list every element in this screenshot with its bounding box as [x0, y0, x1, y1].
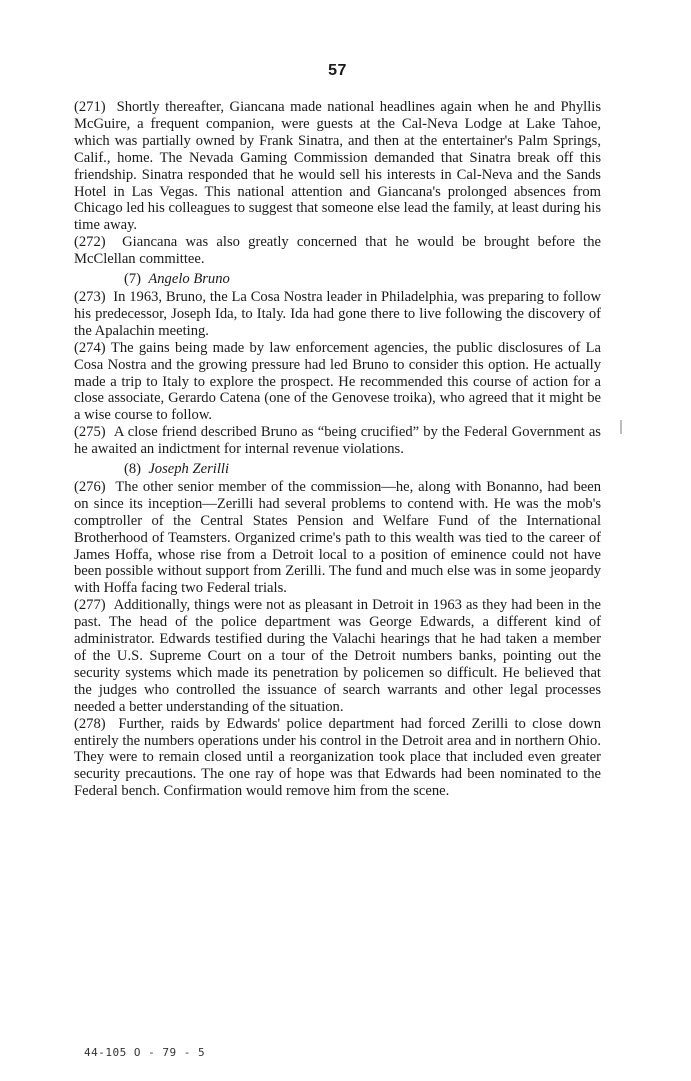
paragraph-278: [74, 716, 601, 801]
section-title: Angelo Bruno: [148, 271, 230, 288]
margin-mark: [620, 420, 622, 434]
section-number: (7): [124, 271, 142, 288]
paragraph-277: [74, 597, 601, 715]
paragraph-text: The gains being made by law enforcement agencies, the public disclosures of La Cosa Nostra and the growing pressure had led Bruno to consider this option. He actually made a trip to Italy to explore the prospect. He recommended this course of action for a close associate, Gerardo Catena (one of the Genovese troika), who agreed that it might be a wise course to follow.: [74, 339, 601, 424]
print-job-code: 44-105 O - 79 - 5: [84, 1046, 206, 1059]
paragraph-number: (277): [74, 597, 106, 614]
paragraph-text: Shortly thereafter, Giancana made national headlines again when he and Phyllis McGuire, a frequent companion, were guests at the Cal-Neva Lodge at Lake Tahoe, which was partially owned by Frank Sinatra, and then at the entertainer's Palm Springs, Calif., home. The Nevada Gaming Commission demanded that Sinatra break off this friendship. Sinatra responded that he would sell his interests in Cal-Neva and the Sands Hotel in Las Vegas. This national attention and Giancana's prolonged absences from Chicago led his colleagues to suggest that someone else lead the family, at least during his time away.: [74, 99, 601, 234]
page-number: 57: [328, 62, 347, 79]
section-heading-angelo-bruno: [124, 271, 601, 288]
section-heading-joseph-zerilli: [124, 461, 601, 478]
paragraph-276: [74, 479, 601, 597]
paragraph-273: [74, 289, 601, 340]
section-title: Joseph Zerilli: [148, 461, 229, 478]
paragraph-number: (274): [74, 339, 106, 356]
paragraph-number: (271): [74, 99, 106, 115]
paragraph-275: [74, 424, 601, 458]
paragraph-text: A close friend described Bruno as “being crucified” by the Federal Government as he awaited an indictment for internal revenue violations.: [74, 424, 601, 458]
paragraph-text: In 1963, Bruno, the La Cosa Nostra leader in Philadelphia, was preparing to follow his predecessor, Joseph Ida, to Italy. Ida had gone there to live following the discovery of the Apalachin meeting.: [74, 288, 601, 339]
paragraph-272: [74, 234, 601, 268]
body-text: [74, 99, 601, 800]
paragraph-text: Giancana was also greatly concerned that he would be brought before the McClellan committee.: [74, 234, 602, 268]
paragraph-text: The other senior member of the commission—he, along with Bonanno, had been on since its inception—Zerilli had several problems to contend with. He was the mob's comptroller of the Central States Pension and Welfare Fund of the International Brotherhood of Teamsters. Organized crime's path to this wealth was tied to the career of James Hoffa, whose rise from a Detroit local to a position of eminence could not have been possible without support from Zerilli. The fund and much else was in some jeopardy with Hoffa facing two Federal trials.: [74, 478, 601, 597]
document-page: [74, 0, 601, 1081]
paragraph-number: (278): [74, 715, 106, 732]
paragraph-number: (272): [74, 234, 106, 251]
paragraph-274: [74, 340, 601, 425]
paragraph-number: (273): [74, 288, 106, 305]
paragraph-text: Additionally, things were not as pleasant in Detroit in 1963 as they had been in the past. The head of the police department was George Edwards, a different kind of administrator. Edwards testified during the Valachi hearings that he had taken a member of the U.S. Supreme Court on a tour of the Detroit numbers banks, pointing out the security systems which made its penetration by policemen so difficult. He believed that the judges who controlled the issuance of search warrants and other legal processes needed a better understanding of the situation.: [74, 597, 601, 715]
paragraph-number: (276): [74, 478, 106, 495]
paragraph-271: [74, 99, 601, 234]
paragraph-text: Further, raids by Edwards' police department had forced Zerilli to close down entirely the numbers operations under his control in the Detroit area and in northern Ohio. They were to remain closed until a reorganization took place that included even greater security precautions. The one ray of hope was that Edwards had been nominated to the Federal bench. Confirmation would remove him from the scene.: [74, 715, 601, 800]
paragraph-number: (275): [74, 424, 106, 441]
section-number: (8): [124, 461, 142, 478]
